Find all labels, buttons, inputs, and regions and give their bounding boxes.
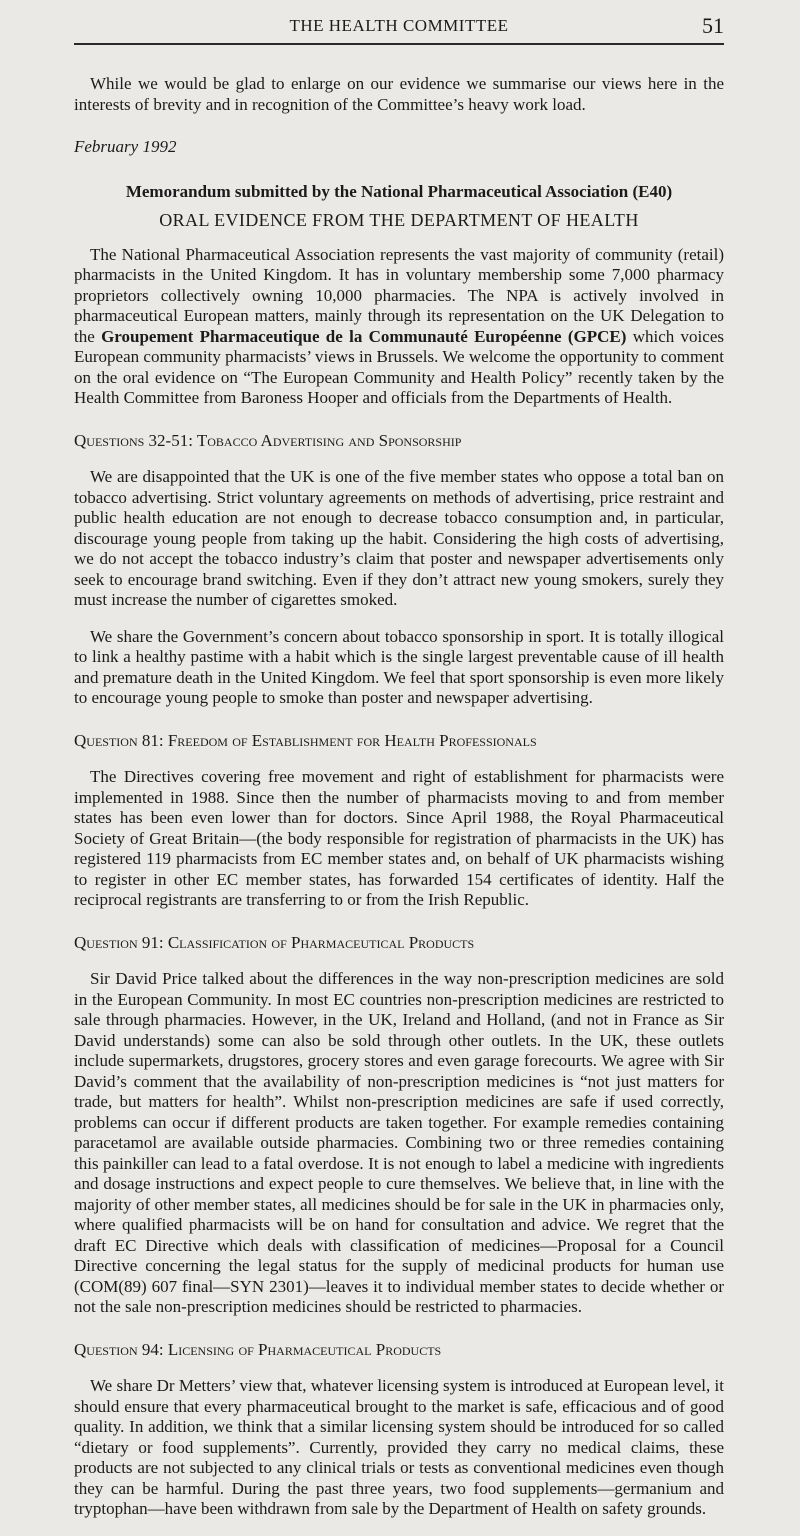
npa-intro-text-a: The National Pharmaceutical Association represents the vast majority of community (retail) pharmacists in the United Kingdom. It has in voluntary membership some 7,000 pharmacy proprietors collectively owning 10,000 pharmacies. The NPA is actively involved in pharmaceutical European matters, mainly through its representation on the UK Delegation to the xyxy=(74,244,724,346)
section-heading-tobacco: Questions 32-51: Tobacco Advertising and Sponsorship xyxy=(74,430,462,450)
running-head xyxy=(74,13,724,40)
page-number: 51 xyxy=(702,13,724,38)
npa-intro-paragraph xyxy=(74,245,724,409)
document-body xyxy=(74,74,724,1536)
header-rule xyxy=(74,43,724,45)
section-heading-classification: Question 91: Classification of Pharmaceutical Products xyxy=(74,932,475,952)
memorandum-title: Memorandum submitted by the National Pharmaceutical Association (E40) xyxy=(125,181,673,201)
intro-paragraph: While we would be glad to enlarge on our evidence we summarise our views here in the interests of brevity and in recognition of the Committee’s heavy work load. xyxy=(74,74,724,114)
gpce-name: Groupement Pharmaceutique de la Communauté Européenne (GPCE) xyxy=(101,326,627,346)
tobacco-paragraph-2: We share the Government’s concern about tobacco sponsorship in sport. It is totally illogical to link a healthy pastime with a habit which is the single largest preventable cause of ill health and premature death in the United Kingdom. We feel that sport sponsorship is even more likely to encourage young people to smoke than poster and newspaper advertising. xyxy=(74,626,724,707)
evidence-title: ORAL EVIDENCE FROM THE DEPARTMENT OF HEALTH xyxy=(159,210,639,230)
section-heading-establishment: Question 81: Freedom of Establishment for Health Professionals xyxy=(74,730,537,750)
classification-paragraph: Sir David Price talked about the differences in the way non-prescription medicines are sold in the European Community. In most EC countries non-prescription medicines are restricted to sale through pharmacies. However, in the UK, Ireland and Holland, (and not in France as Sir David understands) some can also be sold through other outlets. In the UK, these outlets include supermarkets, drugstores, grocery stores and even garage forecourts. We agree with Sir David’s comment that the availability of non-prescription medicines is “not just matters for trade, but matters for health”. Whilst non-prescription medicines are safe if used correctly, problems can occur if different products are taken together. For example remedies containing paracetamol are available outside pharmacies. Combining two or three remedies containing this painkiller can lead to a fatal overdose. It is not enough to label a medicine with ingredients and dosage instructions and expect people to cure themselves. We believe that, in line with the majority of other member states, all medicines should be for sale in the UK in pharmacies only, where qualified pharmacists will be on hand for consultation and advice. We regret that the draft EC Directive which deals with classification of medicines—Proposal for a Council Directive concerning the legal status for the supply of medicinal products for human use (COM(89) 607 final—SYN 2301)—leaves it to individual member states to decide whether or not the sale non-prescription medicines should be restricted to pharmacies. xyxy=(74,969,724,1316)
section-heading-licensing: Question 94: Licensing of Pharmaceutical Products xyxy=(74,1339,442,1359)
establishment-paragraph: The Directives covering free movement and right of establishment for pharmacists were implemented in 1988. Since then the number of pharmacists moving to and from member states has been even lower than for doctors. Since April 1988, the Royal Pharmaceutical Society of Great Britain—(the body responsible for registration of pharmacists in the UK) has registered 119 pharmacists from EC member states and, on behalf of UK pharmacists wishing to register in other EC member states, has forwarded 154 certificates of identity. Half the reciprocal registrants are transferring to or from the Irish Republic. xyxy=(74,767,724,909)
running-title: THE HEALTH COMMITTEE xyxy=(289,16,509,35)
document-date: February 1992 xyxy=(74,137,177,156)
npa-intro-text-b: which voices European community pharmacists’ views in Brussels. We welcome the opportunity to comment on the oral evidence on “The European Community and Health Policy” recently taken by the Health Committee from Baroness Hooper and officials from the Departments of Health. xyxy=(74,326,724,407)
tobacco-paragraph-1: We are disappointed that the UK is one of the five member states who oppose a total ban on tobacco advertising. Strict voluntary agreements on methods of advertising, price restraint and public health education are not enough to decrease tobacco consumption and, in particular, discourage young people from taking up the habit. Considering the high costs of advertising, we do not accept the tobacco industry’s claim that poster and newspaper advertisements only seek to encourage brand switching. Even if they don’t attract new young smokers, surely they must increase the number of cigarettes smoked. xyxy=(74,467,724,609)
licensing-paragraph: We share Dr Metters’ view that, whatever licensing system is introduced at European level, it should ensure that every pharmaceutical brought to the market is safe, efficacious and of good quality. In addition, we think that a similar licensing system should be introduced for so called “dietary or food supplements”. Currently, provided they carry no medical claims, these products are not subjected to any clinical trials or tests as conventional medicines even though they can be harmful. During the past three years, two food supplements—germanium and tryptophan—have been withdrawn from sale by the Department of Health on safety grounds. xyxy=(74,1376,724,1518)
